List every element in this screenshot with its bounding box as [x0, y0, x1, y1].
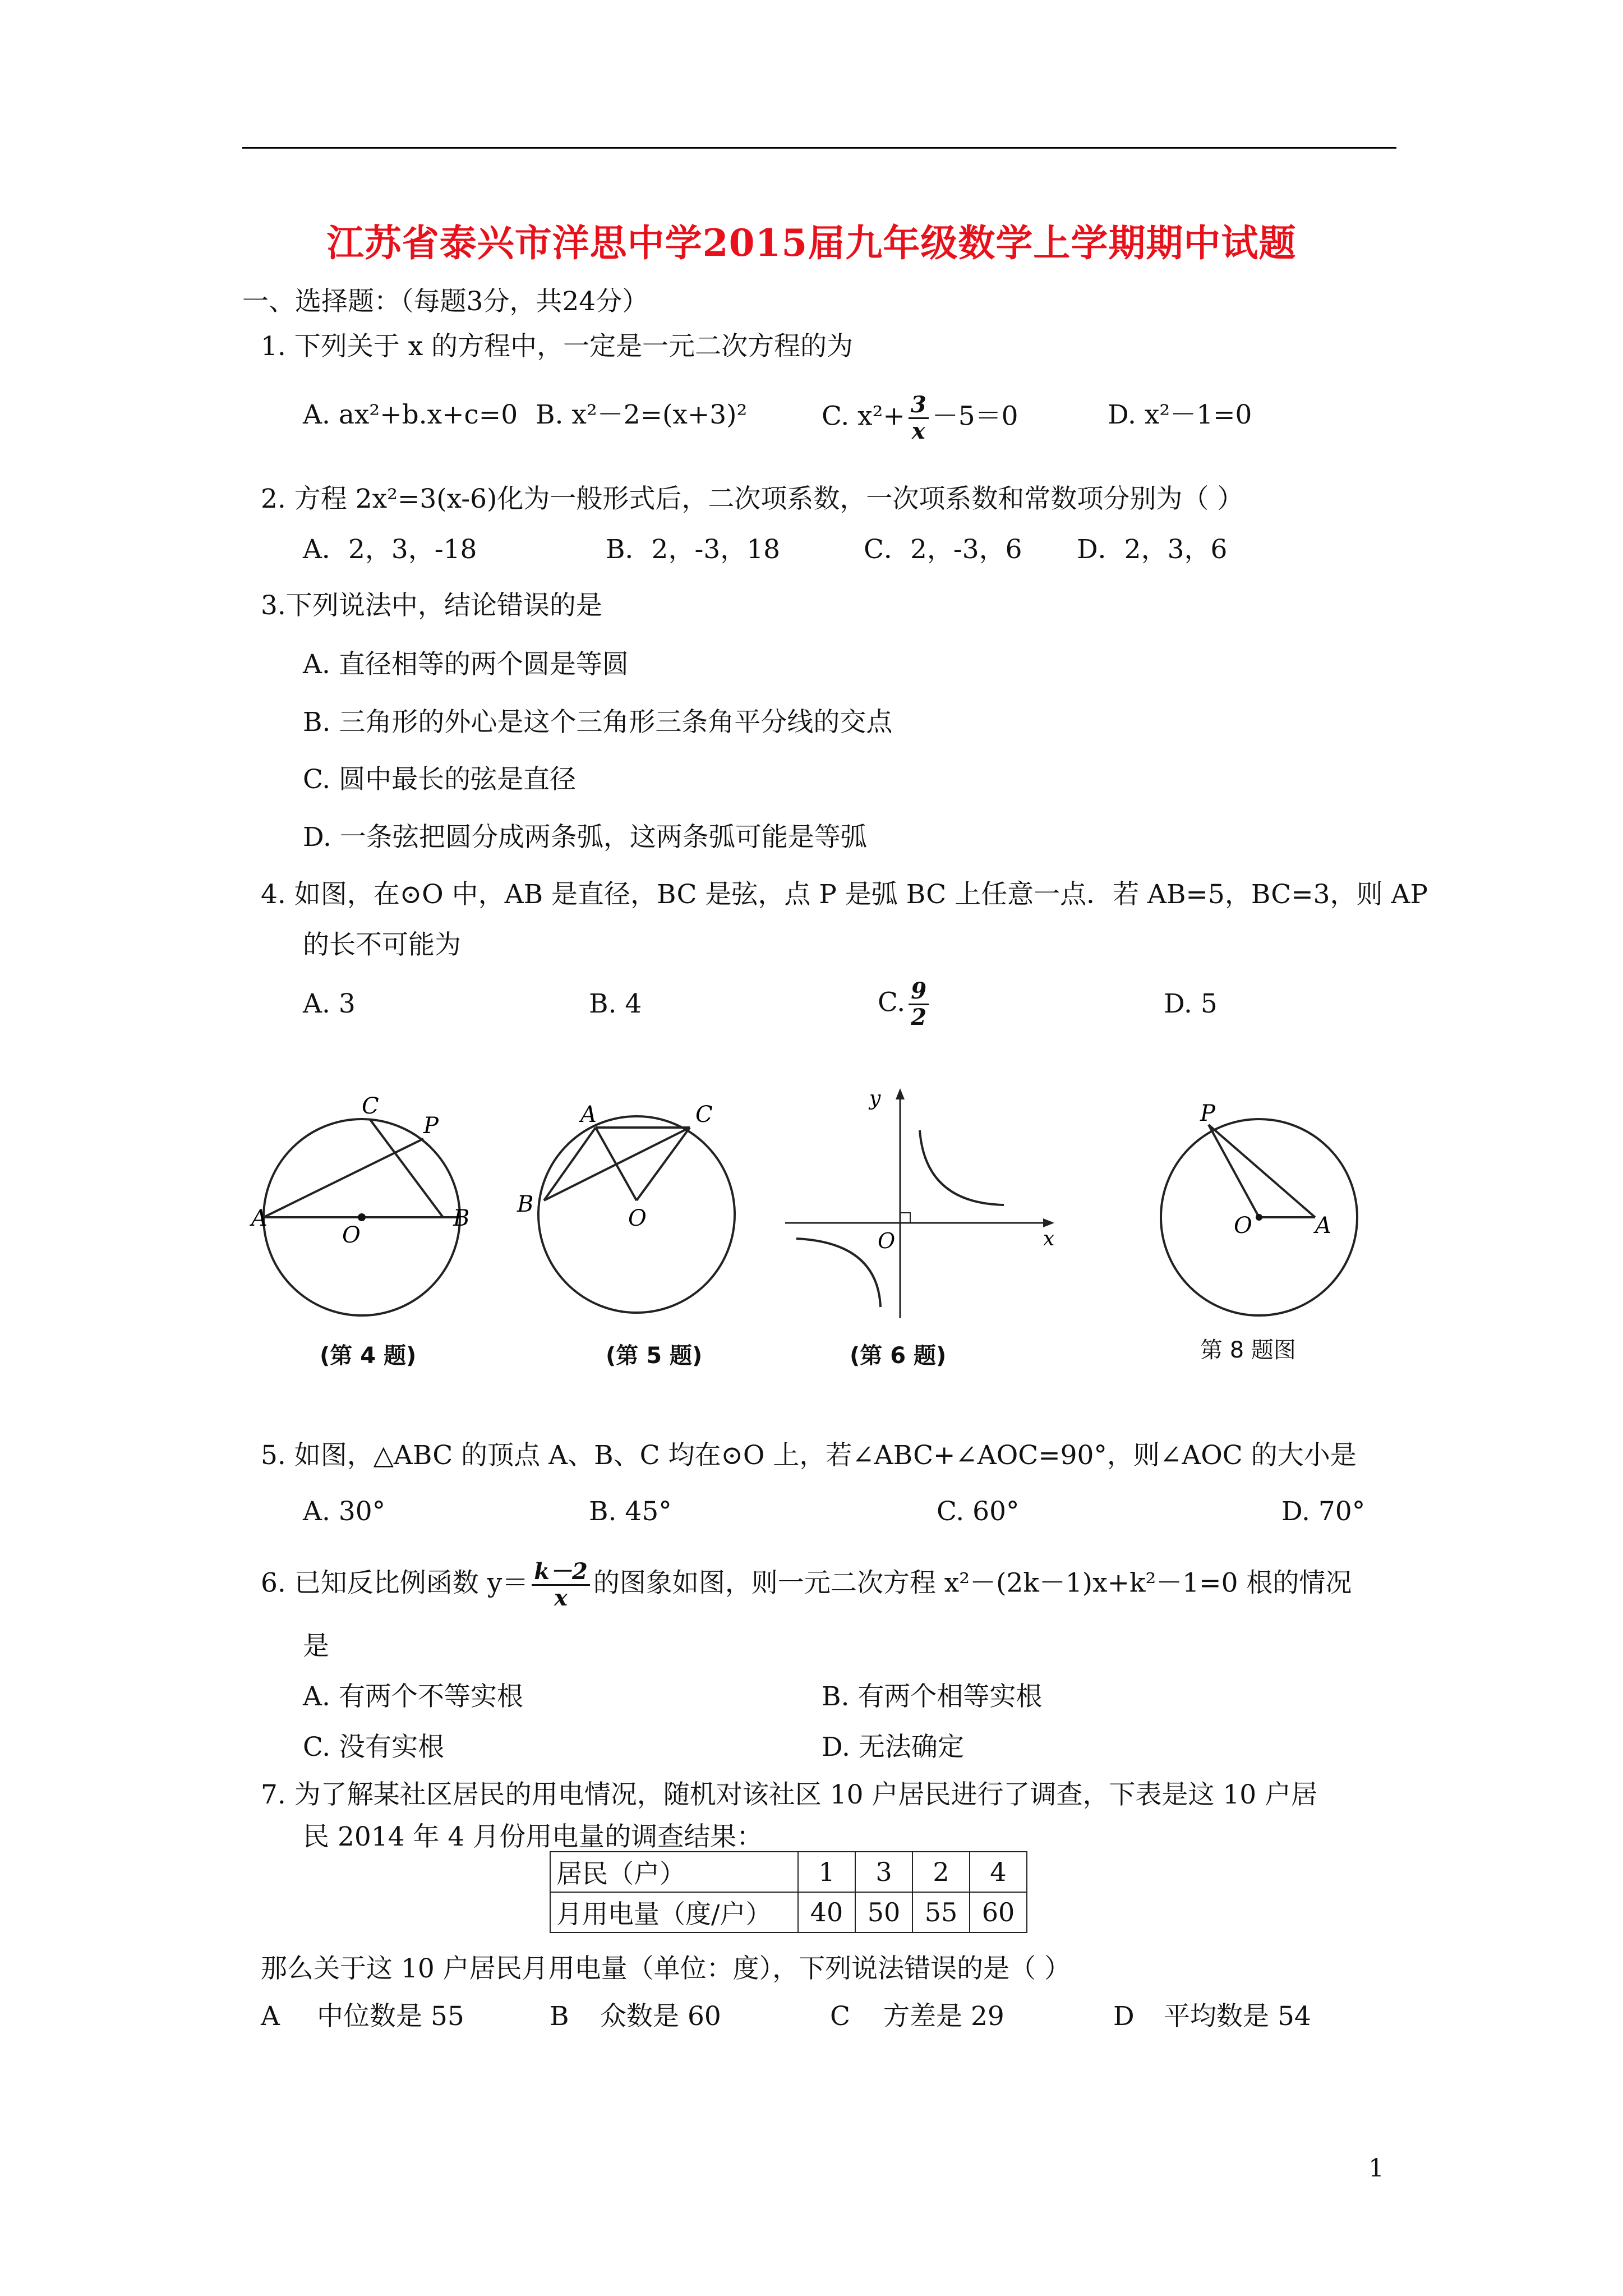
q5-option-a: A. 30° [303, 1496, 386, 1527]
f8-label-P: P [1200, 1101, 1215, 1126]
figure-q8-caption: 第 8 题图 [1200, 1337, 1296, 1363]
f5-label-C: C [695, 1102, 713, 1128]
q7-data-table [550, 1851, 1027, 1933]
q4-stem-line1: 4. 如图，在⊙O 中，AB 是直径，BC 是弦，点 P 是弧 BC 上任意一点．若 AB=5，BC=3，则 AP [261, 879, 1428, 910]
q5-option-c: C. 60° [937, 1496, 1020, 1527]
q7-option-c-letter: C [830, 2001, 850, 2032]
figure-q6 [780, 1083, 1071, 1335]
q1-c-pre: C. x²+ [822, 401, 905, 432]
figure-q5 [516, 1088, 751, 1335]
f4-label-P: P [423, 1113, 439, 1139]
q6-stem [261, 1559, 1352, 1611]
f4-label-A: A [251, 1205, 268, 1231]
q4-option-d: D. 5 [1164, 988, 1218, 1019]
f5-label-B: B [517, 1191, 534, 1217]
f6-label-x: x [1043, 1227, 1055, 1250]
q4-c-pre: C. [878, 987, 906, 1018]
f4-label-B: B [453, 1205, 470, 1231]
section-heading: 一、选择题：（每题3分，共24分） [242, 286, 649, 317]
table-cell: 55 [912, 1892, 970, 1932]
table-cell: 40 [798, 1892, 855, 1932]
figure-q5-caption: (第 5 题) [606, 1343, 703, 1369]
f5-label-A: A [580, 1102, 597, 1128]
q2-stem: 2. 方程 2x²=3(x-6)化为一般形式后，二次项系数，一次项系数和常数项分别为（ ） [261, 484, 1244, 514]
figure-q6-caption: (第 6 题) [850, 1343, 947, 1369]
q3-option-a: A. 直径相等的两个圆是等圆 [303, 649, 629, 680]
f5-label-O: O [628, 1205, 647, 1231]
q7-option-d-letter: D [1113, 2001, 1135, 2032]
q4-c-den: 2 [911, 1004, 927, 1030]
q7-stem-line1: 7. 为了解某社区居民的用电情况，随机对该社区 10 户居民进行了调查，下表是这 10 户居 [261, 1779, 1318, 1810]
q1-c-post: －5＝0 [932, 401, 1018, 432]
f6-label-O: O [878, 1228, 896, 1253]
q7-option-a-letter: A [261, 2001, 280, 2032]
q3-option-c: C. 圆中最长的弦是直径 [303, 764, 577, 795]
q4-c-fraction [909, 979, 929, 1030]
q3-option-d: D. 一条弦把圆分成两条弧，这两条弧可能是等弧 [303, 822, 867, 853]
figure-q4 [247, 1088, 482, 1335]
q7-option-a: 中位数是 55 [317, 2001, 464, 2032]
f4-label-O: O [342, 1222, 361, 1248]
q4-option-a: A. 3 [303, 988, 356, 1019]
q1-stem: 1. 下列关于 x 的方程中，一定是一元二次方程的为 [261, 331, 854, 362]
q5-stem: 5. 如图，△ABC 的顶点 A、B、C 均在⊙O 上，若∠ABC+∠AOC=90°，则∠AOC 的大小是 [261, 1440, 1357, 1471]
q3-option-b: B. 三角形的外心是这个三角形三条角平分线的交点 [303, 707, 893, 738]
header-rule [242, 147, 1396, 149]
q7-option-b: 众数是 60 [600, 2001, 721, 2032]
f6-label-y: y [869, 1087, 881, 1110]
f4-label-C: C [362, 1093, 379, 1119]
q1-option-b: B. x²－2=(x+3)² [536, 399, 748, 430]
q6-option-b: B. 有两个相等实根 [822, 1681, 1043, 1712]
table-cell: 月用电量（度/户） [550, 1892, 798, 1932]
q5-option-d: D. 70° [1281, 1496, 1366, 1527]
q2-option-c: C．2，-3，6 [864, 534, 1022, 565]
f8-label-A: A [1315, 1213, 1331, 1239]
q2-option-a: A．2，3，-18 [303, 534, 477, 565]
table-cell: 4 [970, 1852, 1027, 1892]
table-cell: 居民（户） [550, 1852, 798, 1892]
q7-option-d: 平均数是 54 [1164, 2001, 1311, 2032]
q6-stem-post: 的图象如图，则一元二次方程 x²－(2k－1)x+k²－1=0 根的情况 [593, 1567, 1352, 1599]
q1-option-d: D. x²－1=0 [1108, 399, 1252, 430]
page-number: 1 [1368, 2154, 1384, 2183]
q1-c-num: 3 [909, 393, 929, 419]
q4-stem-line2: 的长不可能为 [303, 930, 461, 960]
table-row [550, 1852, 1027, 1892]
table-cell: 3 [855, 1852, 912, 1892]
figure-q8 [1144, 1088, 1380, 1335]
q3-stem: 3.下列说法中，结论错误的是 [261, 590, 602, 621]
q1-option-c [822, 393, 1018, 444]
q1-c-fraction [909, 393, 929, 444]
table-row [550, 1892, 1027, 1932]
q4-option-c [878, 979, 932, 1030]
q7-option-b-letter: B [550, 2001, 569, 2032]
q6-frac-den: x [554, 1585, 568, 1611]
q6-option-c: C. 没有实根 [303, 1732, 445, 1763]
figure-q4-caption: (第 4 题) [320, 1343, 417, 1369]
q1-option-a: A. ax²+b.x+c=0 [303, 399, 518, 430]
q2-option-b: B．2，-3，18 [606, 534, 781, 565]
table-cell: 1 [798, 1852, 855, 1892]
q6-frac-num: k－2 [532, 1559, 590, 1586]
q4-option-b: B. 4 [589, 988, 642, 1019]
q1-c-den: x [911, 418, 925, 444]
table-cell: 2 [912, 1852, 970, 1892]
q6-option-d: D. 无法确定 [822, 1732, 964, 1763]
q7-question: 那么关于这 10 户居民月用电量（单位：度），下列说法错误的是（ ） [261, 1953, 1071, 1984]
q6-stem-line2: 是 [303, 1631, 329, 1662]
q2-option-d: D．2，3，6 [1077, 534, 1228, 565]
q7-option-c: 方差是 29 [883, 2001, 1004, 2032]
q6-option-a: A. 有两个不等实根 [303, 1681, 523, 1712]
table-cell: 60 [970, 1892, 1027, 1932]
q7-stem-line2: 民 2014 年 4 月份用电量的调查结果： [303, 1821, 763, 1852]
q6-stem-pre: 6. 已知反比例函数 y＝ [261, 1567, 529, 1599]
q4-c-num: 9 [909, 979, 929, 1005]
table-cell: 50 [855, 1892, 912, 1932]
q5-option-b: B. 45° [589, 1496, 672, 1527]
page-title: 江苏省泰兴市洋思中学2015届九年级数学上学期期中试题 [326, 221, 1297, 265]
f8-label-O: O [1234, 1213, 1252, 1239]
q6-fraction [532, 1559, 590, 1611]
